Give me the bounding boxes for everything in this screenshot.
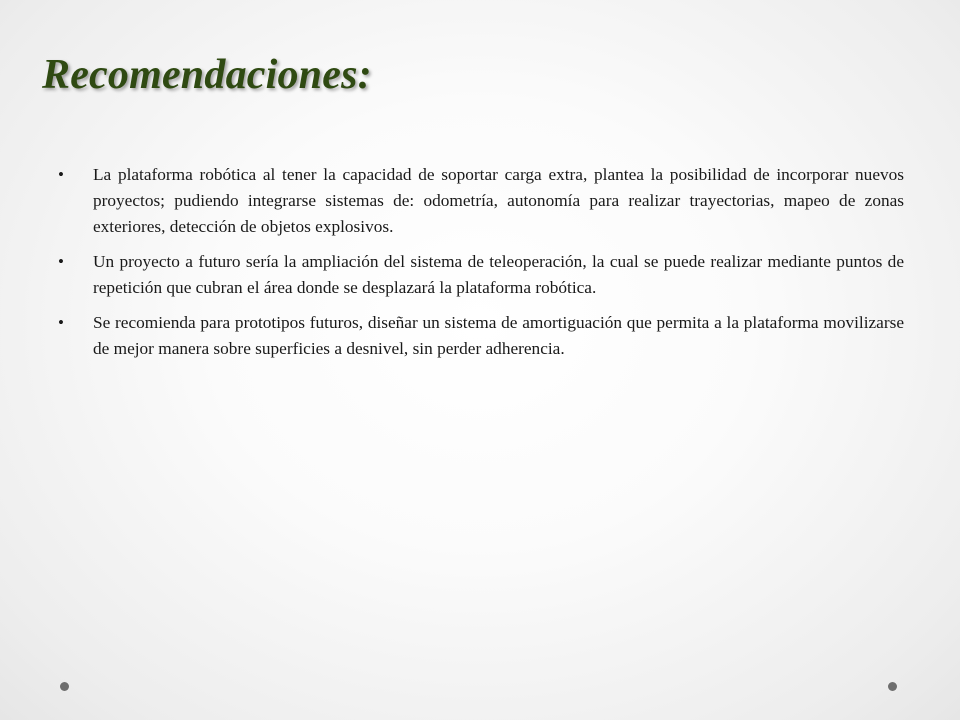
bullet-item <box>58 162 904 240</box>
bullet-text: Se recomienda para prototipos futuros, diseñar un sistema de amortiguación que permita a la plataforma movilizarse de mejor manera sobre superficies a desnivel, sin perder adherencia. <box>93 313 904 358</box>
bullet-text: Un proyecto a futuro sería la ampliación del sistema de teleoperación, la cual se puede realizar mediante puntos de repetición que cubran el área donde se desplazará la plataforma robótica. <box>93 252 904 297</box>
slide-title: Recomendaciones: <box>42 52 372 98</box>
decorative-dot-right-icon <box>888 682 897 691</box>
bullet-marker-icon: • <box>58 165 64 184</box>
bullet-marker-icon: • <box>58 313 64 332</box>
bullet-item <box>58 310 904 362</box>
bullet-marker-icon: • <box>58 252 64 271</box>
decorative-dot-left-icon <box>60 682 69 691</box>
bullet-text: La plataforma robótica al tener la capacidad de soportar carga extra, plantea la posibilidad de incorporar nuevos proyectos; pudiendo integrarse sistemas de: odometría, autonomía para realizar trayectorias, mapeo de zonas exteriores, detección de objetos explosivos. <box>93 165 904 236</box>
bullet-item <box>58 249 904 301</box>
bullet-list <box>58 162 904 371</box>
